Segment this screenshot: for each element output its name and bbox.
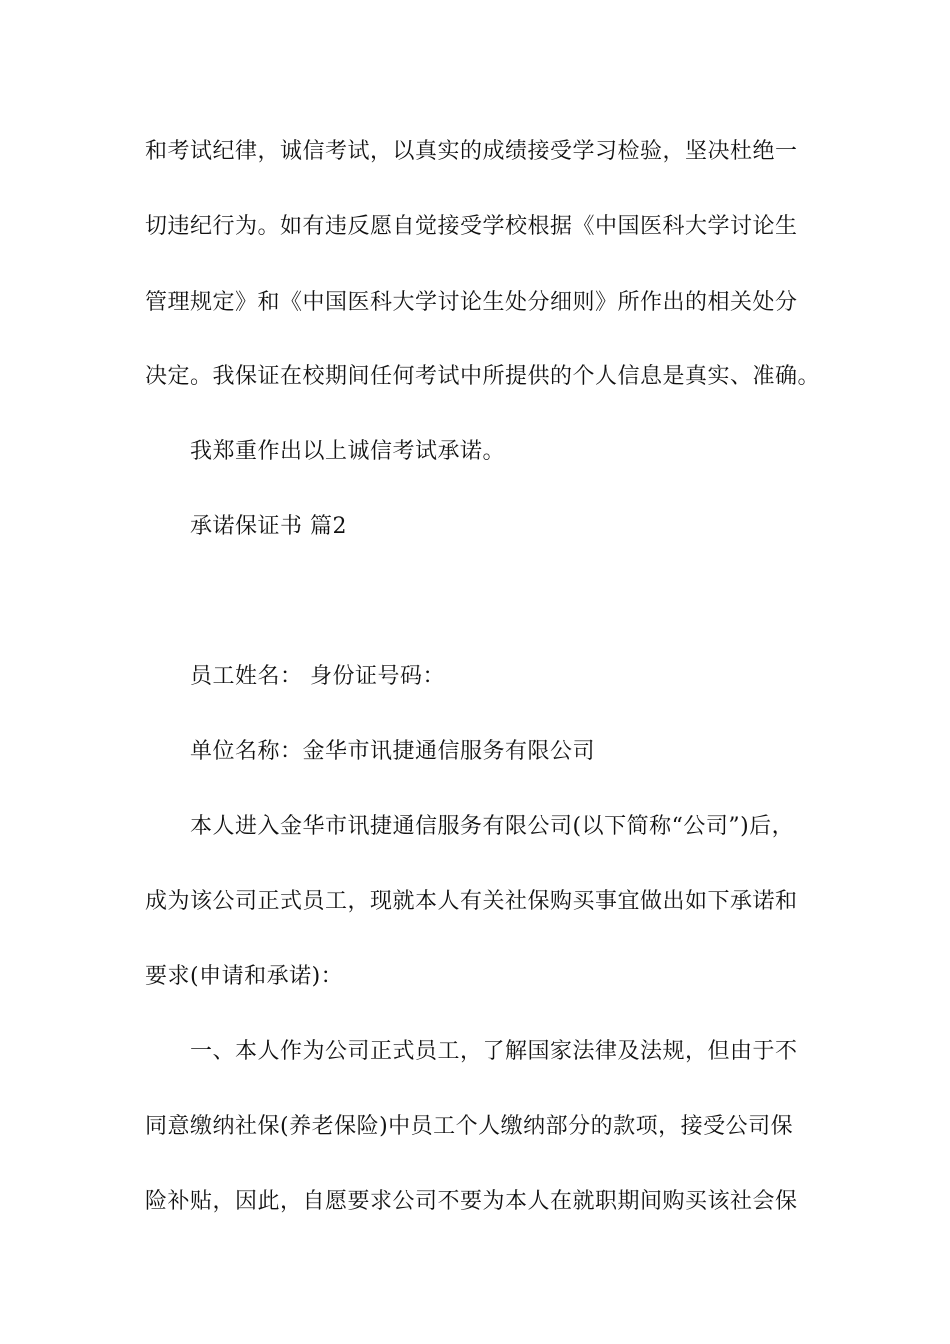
company-name-line: 单位名称：金华市讯捷通信服务有限公司: [190, 739, 596, 764]
paragraph-line: 险补贴，因此，自愿要求公司不要为本人在就职期间购买该社会保: [145, 1189, 798, 1214]
paragraph-line: 同意缴纳社保(养老保险)中员工个人缴纳部分的款项，接受公司保: [145, 1114, 794, 1139]
paragraph-line: 决定。我保证在校期间任何考试中所提供的个人信息是真实、准确。: [145, 364, 821, 389]
paragraph-line: 和考试纪律，诚信考试，以真实的成绩接受学习检验，坚决杜绝一: [145, 139, 798, 164]
paragraph-line: 本人进入金华市讯捷通信服务有限公司(以下简称“公司”)后，: [190, 814, 795, 839]
paragraph-line: 要求(申请和承诺)：: [145, 964, 344, 989]
section-heading: 承诺保证书 篇2: [190, 514, 347, 539]
employee-name-id-line: 员工姓名： 身份证号码：: [190, 664, 445, 689]
paragraph-line: 一、本人作为公司正式员工，了解国家法律及法规，但由于不: [190, 1039, 798, 1064]
pledge-statement: 我郑重作出以上诚信考试承诺。: [190, 439, 506, 464]
paragraph-line: 成为该公司正式员工，现就本人有关社保购买事宜做出如下承诺和: [145, 889, 798, 914]
paragraph-line: 管理规定》和《中国医科大学讨论生处分细则》所作出的相关处分: [145, 290, 798, 315]
paragraph-line: 切违纪行为。如有违反愿自觉接受学校根据《中国医科大学讨论生: [145, 214, 798, 239]
